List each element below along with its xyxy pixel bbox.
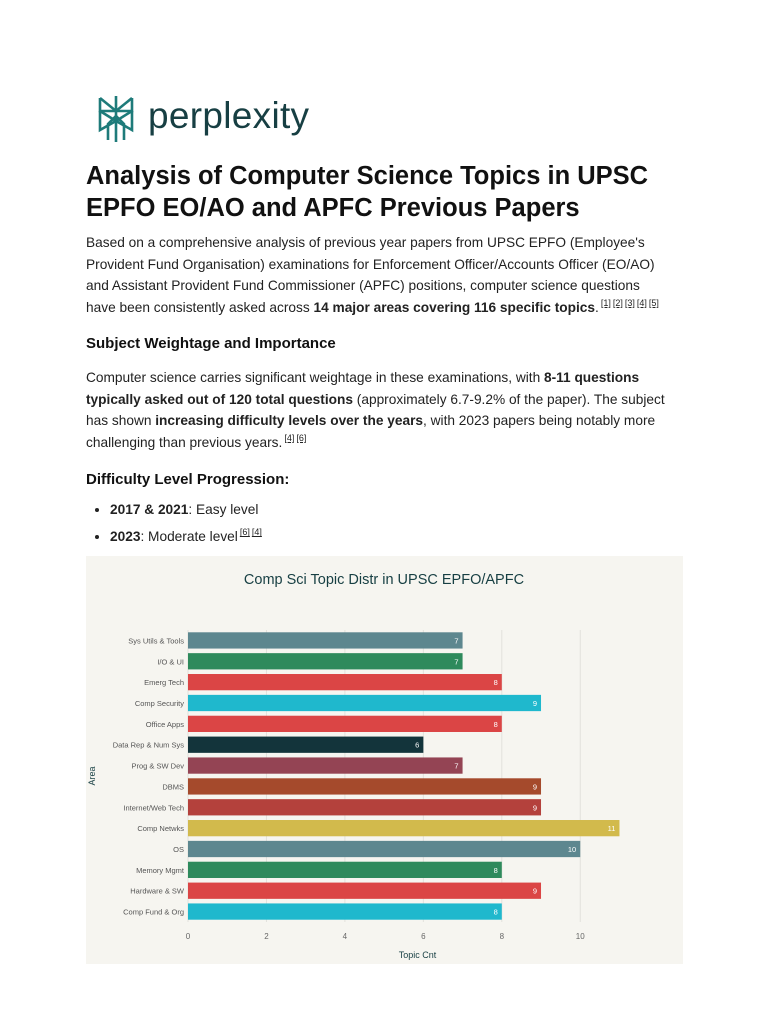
- data-label: 8: [493, 907, 498, 917]
- list-item-label: 2017 & 2021: [110, 502, 189, 517]
- category-label: Comp Fund & Org: [123, 907, 184, 917]
- data-label: 9: [532, 782, 538, 792]
- category-label: Hardware & SW: [130, 886, 184, 896]
- citation-link[interactable]: [1]: [600, 297, 611, 308]
- brand-name: perplexity: [148, 95, 310, 136]
- bar: [188, 632, 463, 648]
- bar: [188, 820, 619, 836]
- x-axis-label: Topic Cnt: [398, 950, 437, 960]
- difficulty-list: [86, 500, 262, 554]
- category-label: Comp Security: [134, 699, 184, 708]
- intro-highlight: 14 major areas covering 116 specific topics: [313, 299, 596, 315]
- data-label: 8: [493, 865, 498, 875]
- x-tick-label: 4: [342, 932, 348, 941]
- bar: [188, 695, 541, 711]
- bar: [188, 653, 463, 669]
- category-label: Comp Netwks: [137, 824, 184, 834]
- data-label: 8: [493, 719, 498, 729]
- category-label: I/O & UI: [157, 657, 184, 667]
- list-item-text: : Moderate level: [140, 529, 238, 544]
- citation-link[interactable]: [2]: [612, 297, 623, 308]
- category-label: OS: [173, 845, 184, 854]
- bar: [188, 799, 541, 815]
- x-tick-label: 10: [575, 932, 585, 941]
- list-item-text: : Easy level: [188, 502, 259, 517]
- bar: [188, 883, 541, 899]
- x-tick-label: 6: [421, 932, 426, 941]
- data-label: 7: [454, 636, 459, 646]
- data-label: 10: [567, 845, 577, 854]
- category-label: DBMS: [162, 782, 184, 792]
- intro-citations: [599, 298, 659, 308]
- bar: [188, 903, 502, 919]
- data-label: 9: [532, 699, 538, 708]
- citation-link[interactable]: [3]: [624, 297, 635, 308]
- data-label: 7: [454, 657, 459, 667]
- category-label: Emerg Tech: [144, 678, 184, 688]
- list-item: [110, 500, 262, 520]
- list-item-label: 2023: [110, 529, 141, 544]
- bar: [188, 778, 541, 794]
- chart-title: Comp Sci Topic Distr in UPSC EPFO/APFC: [243, 572, 525, 588]
- citation-link[interactable]: [4]: [636, 297, 647, 308]
- x-tick-label: 2: [264, 932, 269, 941]
- category-label: Memory Mgmt: [136, 865, 184, 875]
- perplexity-logo: [94, 94, 309, 144]
- perplexity-logo-icon: [94, 94, 138, 144]
- section-heading-difficulty: Difficulty Level Progression:: [86, 471, 290, 488]
- section-heading-weightage: Subject Weightage and Importance: [86, 335, 336, 352]
- data-label: 8: [493, 678, 498, 688]
- weightage-highlight-2: increasing difficulty levels over the years: [155, 413, 424, 428]
- intro-paragraph: [86, 232, 666, 318]
- bar: [188, 757, 463, 773]
- list-item: [110, 527, 262, 547]
- weightage-text-3: , with 2023 papers being notably more challenging than previous years.: [86, 413, 656, 450]
- weightage-text-1: Computer science carries significant weightage in these examinations, with: [86, 370, 544, 385]
- weightage-highlight-1: 8-11 questions typically asked out of 120 total questions: [86, 370, 640, 407]
- intro-text: Based on a comprehensive analysis of previous year papers from UPSC EPFO (Employee's Provident Fund Organisation) examinations for Enforcement Officer/Accounts Officer (EO/AO) and Assistant Provident Fund Commissioner (APFC) positions, computer science questions have been consistently asked across: [86, 235, 655, 315]
- citation-link[interactable]: [5]: [648, 297, 659, 308]
- list-item-citations: [238, 527, 262, 537]
- weightage-citations: [282, 433, 306, 443]
- data-label: 9: [532, 886, 538, 896]
- page-title: Analysis of Computer Science Topics in UPSC EPFO EO/AO and APFC Previous Papers: [86, 162, 649, 222]
- citation-link[interactable]: [6]: [239, 527, 250, 538]
- bar: [188, 716, 502, 732]
- data-label: 11: [607, 824, 616, 834]
- data-label: 9: [532, 803, 538, 813]
- category-label: Office Apps: [145, 719, 184, 729]
- citation-link[interactable]: [4]: [251, 527, 262, 538]
- chart-svg: [86, 556, 683, 964]
- bar: [188, 674, 502, 690]
- data-label: 6: [415, 740, 420, 750]
- bar: [188, 862, 502, 878]
- weightage-text-2: (approximately 6.7-9.2% of the paper). The subject has shown: [86, 391, 665, 428]
- topic-distribution-chart: [86, 556, 683, 964]
- data-label: 7: [454, 761, 459, 771]
- category-label: Prog & SW Dev: [131, 761, 184, 771]
- weightage-paragraph: [86, 367, 666, 453]
- citation-link[interactable]: [4]: [284, 432, 295, 443]
- y-axis-label: Area: [87, 766, 97, 786]
- x-tick-label: 8: [499, 932, 505, 941]
- citation-link[interactable]: [6]: [296, 432, 307, 443]
- category-label: Internet/Web Tech: [123, 803, 184, 813]
- intro-end: .: [595, 299, 599, 315]
- x-tick-label: 0: [185, 932, 191, 941]
- category-label: Data Rep & Num Sys: [112, 740, 184, 750]
- category-label: Sys Utils & Tools: [128, 636, 184, 646]
- bar: [188, 737, 423, 753]
- bar: [188, 841, 580, 857]
